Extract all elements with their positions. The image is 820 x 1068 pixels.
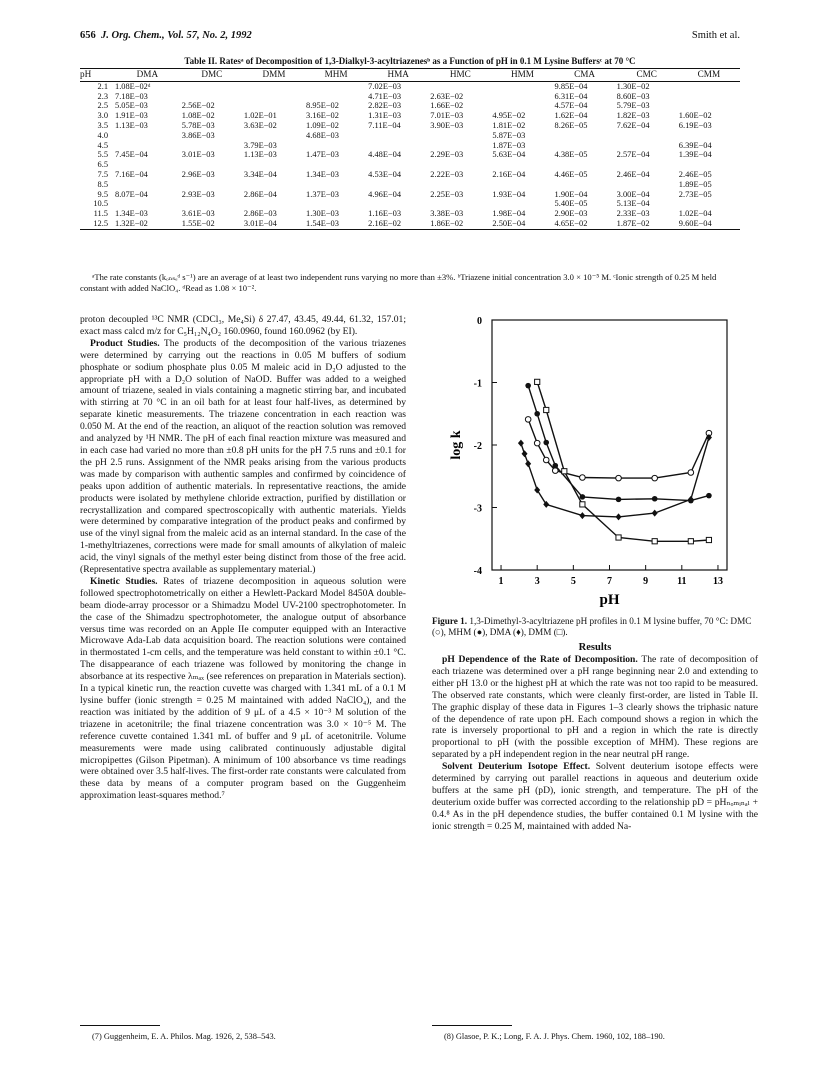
table-row	[80, 170, 740, 180]
column-header-hmm: HMM	[510, 69, 534, 79]
table-row	[80, 199, 740, 209]
rate-cell: 2.56E−02	[181, 101, 215, 111]
data-point-dmm	[580, 502, 585, 507]
ph-cell: 3.0	[97, 111, 108, 121]
paragraph-ph-dependence	[432, 654, 758, 761]
footnote-rule-right	[432, 1025, 512, 1026]
rate-cell: 2.46E−05	[678, 169, 712, 179]
table-row	[80, 92, 740, 102]
rate-cell: 7.01E−03	[430, 111, 464, 121]
table-row	[80, 141, 740, 151]
table-header-row	[80, 69, 740, 82]
rate-cell: 1.13E−03	[115, 120, 148, 130]
rate-cell	[243, 199, 305, 209]
rate-cell: 1.08E−02ᵈ	[115, 81, 151, 91]
rate-cell: 6.31E−04	[554, 91, 588, 101]
table-row	[80, 160, 740, 170]
rate-cell: 3.01E−04	[243, 218, 277, 228]
rate-cell	[616, 131, 678, 141]
column-header-cmc: CMC	[636, 69, 657, 79]
rate-cell: 1.08E−02	[181, 111, 215, 121]
rate-cell: 7.02E−03	[368, 81, 402, 91]
data-point-dma	[652, 510, 658, 517]
rate-cell	[181, 81, 243, 91]
rate-cell	[305, 160, 367, 170]
rate-cell	[491, 160, 553, 170]
column-header-hma: HMA	[387, 69, 409, 79]
rate-cell: 3.00E−04	[616, 189, 650, 199]
rate-cell	[491, 180, 553, 190]
rate-cell: 4.95E−02	[492, 111, 526, 121]
rate-cell: 2.90E−03	[554, 209, 588, 219]
y-tick-label: -2	[473, 441, 482, 452]
data-point-dmc	[616, 475, 622, 481]
rate-cell: 2.16E−04	[492, 169, 526, 179]
rate-cell: 5.63E−04	[492, 150, 526, 160]
rate-cell: 4.96E−04	[368, 189, 402, 199]
ph-cell: 12.5	[93, 218, 108, 228]
rate-cell: 1.02E−01	[243, 111, 277, 121]
rate-cell: 2.29E−03	[430, 150, 464, 160]
rate-cell	[114, 141, 181, 151]
figure-caption	[432, 616, 758, 638]
rate-cell: 1.60E−02	[678, 111, 712, 121]
x-axis-label: pH	[599, 592, 620, 608]
rate-cell: 1.91E−03	[115, 111, 148, 121]
rate-cell: 8.07E−04	[115, 189, 148, 199]
rate-cell	[114, 160, 181, 170]
rate-cell: 2.50E−04	[492, 218, 526, 228]
rate-cell	[114, 199, 181, 209]
rate-cell: 2.93E−03	[181, 189, 215, 199]
rate-cell	[367, 160, 429, 170]
rate-cell	[243, 81, 305, 91]
footnote-7: (7) Guggenheim, E. A. Philos. Mag. 1926, 2, 538–543.	[92, 1032, 276, 1041]
footnote-rule-left	[80, 1025, 160, 1026]
rate-cell	[429, 199, 491, 209]
table-row	[80, 121, 740, 131]
paragraph-synthesis-end: proton decoupled ¹³C NMR (CDCl₃, Me₄Si) δ 27.47, 43.45, 49.44, 61.32, 157.01; exact mass calcd m/z for C₅H₁₂N₄O₂ 160.0960, found 160.0962 (by EI).	[80, 314, 406, 337]
data-point-dmc	[543, 457, 549, 463]
table-footnote: ᵃThe rate constants (kₒₙₛₑᵈ s⁻¹) are an average of at least two independent runs varying no more than ±3%. ᵇTriazene initial concentration 3.0 × 10⁻⁵ M. ᶜIonic strength of 0.25 M held constant with added NaClO₄. ᵈRead as 1.08 × 10⁻².	[80, 272, 717, 293]
rate-cell: 1.37E−03	[306, 189, 339, 199]
rate-cell	[616, 180, 678, 190]
data-point-mhm	[552, 463, 558, 469]
data-point-dmm	[544, 407, 549, 412]
rate-cell	[616, 160, 678, 170]
rate-cell	[305, 180, 367, 190]
plot-frame	[492, 320, 727, 570]
rate-cell	[243, 180, 305, 190]
rate-cell	[678, 81, 740, 91]
rate-cell	[678, 199, 740, 209]
figure-caption-text: 1,3-Dimethyl-3-acyltriazene pH profiles in 0.1 M lysine buffer, 70 °C: DMC (○), MHM (●), DMA (♦), DMM (□).	[432, 616, 752, 637]
data-point-dma	[579, 512, 585, 519]
text-ph-dependence: The rate of decomposition of each triazene was determined over a pH range beginning near 2.0 and extending to either pH 13.0 or the highest pH at which the rate was not too rapid to be measured. The observed rate constants, which were cleanly first-order, are listed in Table II. The graphic display of these data in Figures 1–3 clearly shows the triphasic nature of the dependence of rate upon pH. Each compound shows a region in which the rate is inversely proportional to pH and a region in which the rate is directly proportional to pH (with the possible exception of MHM). These regions are separated by a pH independent region in the near neutral pH range.	[432, 654, 759, 761]
rate-cell: 3.38E−03	[430, 209, 464, 219]
run-in-heading-ph-dependence: pH Dependence of the Rate of Decomposition.	[442, 654, 638, 665]
series-line-dmm	[537, 382, 709, 541]
rate-cell: 2.63E−02	[430, 91, 464, 101]
x-tick-label: 3	[534, 576, 540, 587]
rate-cell: 1.89E−05	[678, 179, 712, 189]
data-point-dmm	[652, 539, 657, 544]
rate-cell	[429, 180, 491, 190]
rate-cell: 3.63E−02	[243, 120, 277, 130]
rate-cell	[305, 92, 367, 102]
data-point-dma	[525, 460, 531, 467]
table-body	[80, 81, 740, 229]
page-citation	[80, 30, 252, 41]
rate-cell: 1.34E−03	[115, 209, 148, 219]
data-point-mhm	[534, 411, 540, 417]
data-point-dmc	[525, 417, 531, 423]
paragraph-product-studies	[80, 338, 406, 576]
rate-cell	[491, 81, 553, 91]
run-in-heading-isotope-effect: Solvent Deuterium Isotope Effect.	[442, 761, 591, 773]
column-header-dmc: DMC	[201, 69, 223, 79]
rate-cell: 4.68E−03	[306, 130, 339, 140]
rate-cell: 2.25E−03	[430, 189, 464, 199]
running-header	[80, 30, 740, 44]
rate-cell: 1.66E−02	[430, 101, 464, 111]
data-point-mhm	[706, 493, 712, 499]
rate-cell: 1.16E−03	[368, 209, 402, 219]
ph-cell: 2.5	[97, 101, 108, 111]
data-point-dmc	[534, 440, 540, 446]
rate-cell	[243, 92, 305, 102]
rate-cell	[678, 131, 740, 141]
rate-cell: 4.53E−04	[368, 169, 402, 179]
data-point-mhm	[580, 494, 586, 500]
rate-cell: 7.11E−04	[368, 120, 401, 130]
figure-label: Figure 1.	[432, 616, 468, 626]
text-kinetic-studies: Rates of triazene decomposition in aqueous solution were followed spectrophotometrically on either a Hewlett-Packard Model 8450A double-beam diode-array processor or a Shimadzu Model UV-2100 spectrophotometer. In the case of the Shimadzu spectrophotometer, the analogue output of absorbance versus time was recorded on an Apple IIe computer equipped with an Interactive Microwave Ada-Lab data acquisition board. The reaction solutions were contained in thermostated 1-cm cells, and the temperature was held constant to within ±0.1 °C. The disappearance of each triazene was followed by monitoring the change in absorbance at its respective λₘₐₓ (see references on preparation in Materials section). In a typical kinetic run, the reaction cuvette was charged with 1.341 mL of a 0.1 M lysine buffer (ionic strength = 0.25 M maintained with added NaClO₄), and the reaction was initiated by the addition of 9 μL of a 4.5 × 10⁻³ M solution of the triazene in acetonitrile; the final triazene concentration was 3.0 × 10⁻⁵ M. The reference cuvette contained 1.341 mL of buffer and 9 μL of acetonitrile. Volume measurements were made using calibrated continuously adjustable digital micropipettes (Gilson Pipetman). A minimum of 100 absorbance vs time readings were obtained over 3.5 half-lives. The first-order rate constants were calculated from these data by means of a computer program based on the Guggenheim approximation least-squares method.⁷	[80, 575, 406, 802]
rate-cell: 4.48E−04	[368, 150, 402, 160]
ph-cell: 3.5	[97, 120, 108, 130]
rate-cell	[616, 141, 678, 151]
rate-cell	[243, 101, 305, 111]
rate-cell	[429, 131, 491, 141]
column-header-mhm: MHM	[324, 69, 348, 79]
rate-cell: 4.38E−05	[554, 150, 588, 160]
table-title: Table II. Ratesᵃ of Decomposition of 1,3-Dialkyl-3-acyltriazenesᵇ as a Function of pH in 0.1 M Lysine Buffersᶜ at 70 °C	[184, 56, 636, 66]
ph-profile-chart	[432, 312, 758, 612]
rate-cell: 1.39E−04	[678, 150, 712, 160]
rate-cell: 3.16E−02	[306, 111, 339, 121]
rate-cell	[367, 199, 429, 209]
rate-cell: 1.47E−03	[306, 150, 339, 160]
rate-cell: 2.73E−05	[678, 189, 712, 199]
rate-cell: 2.57E−04	[616, 150, 650, 160]
rate-cell: 1.87E−02	[616, 218, 650, 228]
ph-cell: 6.5	[97, 160, 108, 170]
paragraph-isotope-effect	[432, 761, 758, 832]
results-heading: Results	[578, 642, 612, 653]
ph-cell: 10.5	[93, 199, 108, 209]
text-product-studies: The products of the decomposition of the various triazenes were determined by carrying out the reactions in 0.05 M buffers of sodium phosphate or sodium phosphate plus 0.05 M maleic acid in D₂O adjusted to the appropriate pH with a D₂O solution of NaOD. Buffer was added to a weighed amount of triazene, sealed in vials containing a magnetic stirring bar, and incubated with stirring at 70 °C in an oil bath for at least four half-lives, as determined by separate kinetic measurements. The triazene concentration in each reaction was 0.050 M. At the end of the reaction, an aliquot of the reaction solution was removed and analyzed by ¹H NMR. The pH of each final reaction mixture was measured and in each case had varied no more than ±0.8 pH units for the pH 7.5 runs and ±0.1 for the pH 2.5 runs. Assignment of the NMR peaks arising from the various products was made by comparison with authentic samples and confirmed by coincidence of peaks upon addition of authentic materials. In representative reactions, the amide products were isolated by methylene chloride extraction, purified by distillation or recrystallization and compared spectroscopically with authentic materials. Yields were determined by comparative integration of the product peaks and confirmed by use of the vinyl signal from the maleic acid as an internal standard. In the case of the 1-methyltriazenes, corrections were made for small amounts of alkylation of maleic acid, the vinyl signals of the methyl ester being distinct from those of the free acid. (Representative spectra available as supplementary material.)	[80, 337, 406, 576]
rate-cell: 1.34E−03	[306, 169, 339, 179]
data-point-dmm	[706, 537, 711, 542]
rate-cell: 5.79E−03	[616, 101, 650, 111]
left-column	[80, 314, 406, 802]
rate-cell	[491, 92, 553, 102]
data-point-dma	[518, 440, 524, 447]
rate-cell	[554, 160, 616, 170]
rate-cell: 8.26E−05	[554, 120, 588, 130]
x-tick-label: 13	[712, 576, 723, 587]
rate-cell: 9.60E−04	[678, 218, 712, 228]
y-tick-label: -1	[473, 378, 482, 390]
table-row	[80, 131, 740, 141]
rate-cell	[367, 180, 429, 190]
data-point-dmm	[616, 535, 621, 540]
rate-cell: 1.98E−04	[492, 209, 526, 219]
data-point-mhm	[525, 383, 531, 389]
rate-cell	[243, 160, 305, 170]
rate-cell: 1.82E−03	[616, 111, 650, 121]
rate-cell: 5.87E−03	[492, 130, 526, 140]
column-header-dmm: DMM	[262, 69, 286, 79]
rate-cell: 1.90E−04	[554, 189, 588, 199]
rate-cell: 1.31E−03	[368, 111, 402, 121]
text-isotope-effect: Solvent deuterium isotope effects were determined by carrying out parallel reactions in aqueous and deuterium oxide buffers at the same pH (pD), ionic strength, and temperature. The pH of the deuterium oxide buffer was corrected according to the relationship pD = pHₙₒₘᵢₙₐₗ + 0.4.⁸ As in the pH dependence studies, the buffer contained 0.1 M lysine with the ionic strength = 0.25 M, maintained with added Na-	[432, 761, 758, 832]
table-row	[80, 180, 740, 190]
rate-cell	[367, 131, 429, 141]
rate-cell: 9.85E−04	[554, 81, 588, 91]
rate-cell: 2.96E−03	[181, 169, 215, 179]
rate-cell	[429, 141, 491, 151]
rate-cell: 2.86E−04	[243, 189, 277, 199]
data-point-mhm	[543, 440, 549, 446]
data-point-dma	[616, 513, 622, 520]
rate-cell: 1.13E−03	[243, 150, 277, 160]
rate-cell	[554, 180, 616, 190]
rate-cell	[554, 131, 616, 141]
page-number: 656	[80, 30, 96, 41]
rate-cell	[429, 81, 491, 91]
rate-cell: 7.16E−04	[115, 169, 148, 179]
ph-cell: 4.5	[97, 140, 108, 150]
rate-cell	[181, 160, 243, 170]
table-row	[80, 111, 740, 121]
ph-cell: 11.5	[93, 209, 108, 219]
rate-cell	[181, 199, 243, 209]
x-tick-label: 7	[607, 576, 612, 587]
rate-cell: 3.01E−03	[181, 150, 215, 160]
column-header-dma: DMA	[136, 69, 159, 79]
header-authors: Smith et al.	[691, 30, 740, 41]
rate-cell: 2.46E−04	[616, 169, 650, 179]
rate-cell: 1.93E−04	[492, 189, 526, 199]
rate-cell: 4.65E−02	[554, 218, 588, 228]
table-row	[80, 150, 740, 160]
rate-cell: 1.86E−02	[430, 218, 464, 228]
figure-1	[432, 312, 758, 612]
rate-cell	[181, 180, 243, 190]
rate-cell	[243, 131, 305, 141]
rate-cell: 3.34E−04	[243, 169, 277, 179]
rate-cell: 5.40E−05	[554, 199, 588, 209]
rate-cell: 5.05E−03	[115, 101, 148, 111]
rate-cell: 2.86E−03	[243, 209, 277, 219]
rate-cell	[678, 92, 740, 102]
data-point-dmc	[688, 470, 694, 476]
y-tick-label: 0	[477, 316, 482, 327]
rate-cell: 7.62E−04	[616, 120, 650, 130]
data-point-mhm	[652, 496, 658, 502]
rate-cell: 1.54E−03	[306, 218, 339, 228]
rate-cell: 2.82E−03	[368, 101, 402, 111]
rate-cell	[305, 81, 367, 91]
paragraph-kinetic-studies	[80, 576, 406, 802]
table-row	[80, 219, 740, 229]
rate-cell	[181, 141, 243, 151]
x-tick-label: 11	[677, 576, 687, 587]
rate-cell: 8.95E−02	[306, 101, 339, 111]
journal-name: J. Org. Chem., Vol. 57, No. 2, 1992	[101, 30, 252, 41]
column-header-cmm: CMM	[697, 69, 721, 79]
rate-cell: 3.86E−03	[181, 130, 215, 140]
rate-cell: 3.79E−03	[243, 140, 277, 150]
rate-cell: 4.71E−03	[368, 91, 402, 101]
rate-cell: 4.57E−04	[554, 101, 588, 111]
rate-cell: 1.81E−02	[492, 120, 526, 130]
rate-cell: 2.33E−03	[616, 209, 650, 219]
rate-cell: 8.60E−03	[616, 91, 650, 101]
data-point-dmm	[562, 469, 567, 474]
data-point-dmm	[535, 379, 540, 384]
data-point-dmc	[580, 475, 586, 481]
right-column	[432, 654, 758, 833]
rate-cell: 2.16E−02	[368, 218, 402, 228]
rates-table	[80, 68, 740, 230]
y-tick-label: -4	[473, 566, 482, 577]
rate-cell: 1.55E−02	[181, 218, 215, 228]
rate-cell: 3.61E−03	[181, 209, 215, 219]
data-point-mhm	[616, 497, 622, 503]
ph-cell: 8.5	[97, 179, 108, 189]
rate-cell: 1.09E−02	[306, 120, 339, 130]
rate-cell	[678, 101, 740, 111]
column-header-hmc: HMC	[449, 69, 471, 79]
rate-cell: 1.30E−03	[306, 209, 339, 219]
rate-cell: 6.19E−03	[678, 120, 712, 130]
rate-cell: 5.13E−04	[616, 199, 650, 209]
run-in-heading-kinetic-studies: Kinetic Studies.	[90, 575, 158, 587]
ph-cell: 9.5	[97, 189, 108, 199]
rate-cell	[305, 141, 367, 151]
rate-cell	[491, 101, 553, 111]
ph-cell: 4.0	[97, 130, 108, 140]
x-tick-label: 9	[643, 576, 649, 587]
table-row	[80, 209, 740, 219]
table-row	[80, 101, 740, 111]
table-row	[80, 190, 740, 200]
rate-cell	[678, 160, 740, 170]
footnote-8: (8) Glasoe, P. K.; Long, F. A. J. Phys. Chem. 1960, 102, 188–190.	[444, 1032, 665, 1041]
rate-cell	[181, 92, 243, 102]
ph-cell: 2.3	[97, 91, 108, 101]
rate-cell	[429, 160, 491, 170]
ph-cell: 7.5	[97, 169, 108, 179]
rate-cell	[491, 199, 553, 209]
rate-cell: 1.02E−04	[678, 209, 712, 219]
rate-cell: 1.30E−02	[616, 81, 650, 91]
rate-cell: 5.78E−03	[181, 120, 215, 130]
rate-cell: 1.87E−03	[492, 140, 526, 150]
ph-cell: 2.1	[97, 81, 108, 91]
rate-cell	[367, 141, 429, 151]
rate-cell	[114, 131, 181, 141]
x-tick-label: 1	[498, 576, 504, 587]
rate-cell: 3.90E−03	[430, 120, 464, 130]
x-tick-label: 5	[570, 576, 576, 587]
y-axis-label: log k	[449, 430, 464, 460]
column-header-cma: CMA	[574, 69, 596, 79]
rate-cell: 1.32E−02	[115, 218, 148, 228]
run-in-heading-product-studies: Product Studies.	[90, 337, 160, 349]
rate-cell	[554, 141, 616, 151]
column-header-ph: pH	[80, 69, 92, 79]
rate-cell: 7.45E−04	[115, 150, 148, 160]
y-tick-label: -3	[473, 503, 482, 515]
rate-cell: 2.22E−03	[430, 169, 464, 179]
rate-cell: 6.39E−04	[678, 140, 712, 150]
ph-cell: 5.5	[97, 150, 108, 160]
data-point-dmc	[652, 475, 658, 481]
rate-cell	[114, 180, 181, 190]
data-point-dmm	[688, 539, 693, 544]
rate-cell: 7.18E−03	[115, 91, 148, 101]
table-row	[80, 81, 740, 91]
rate-cell: 4.46E−05	[554, 169, 588, 179]
rate-cell	[305, 199, 367, 209]
rate-cell: 1.62E−04	[554, 111, 588, 121]
data-point-dma	[522, 450, 528, 457]
